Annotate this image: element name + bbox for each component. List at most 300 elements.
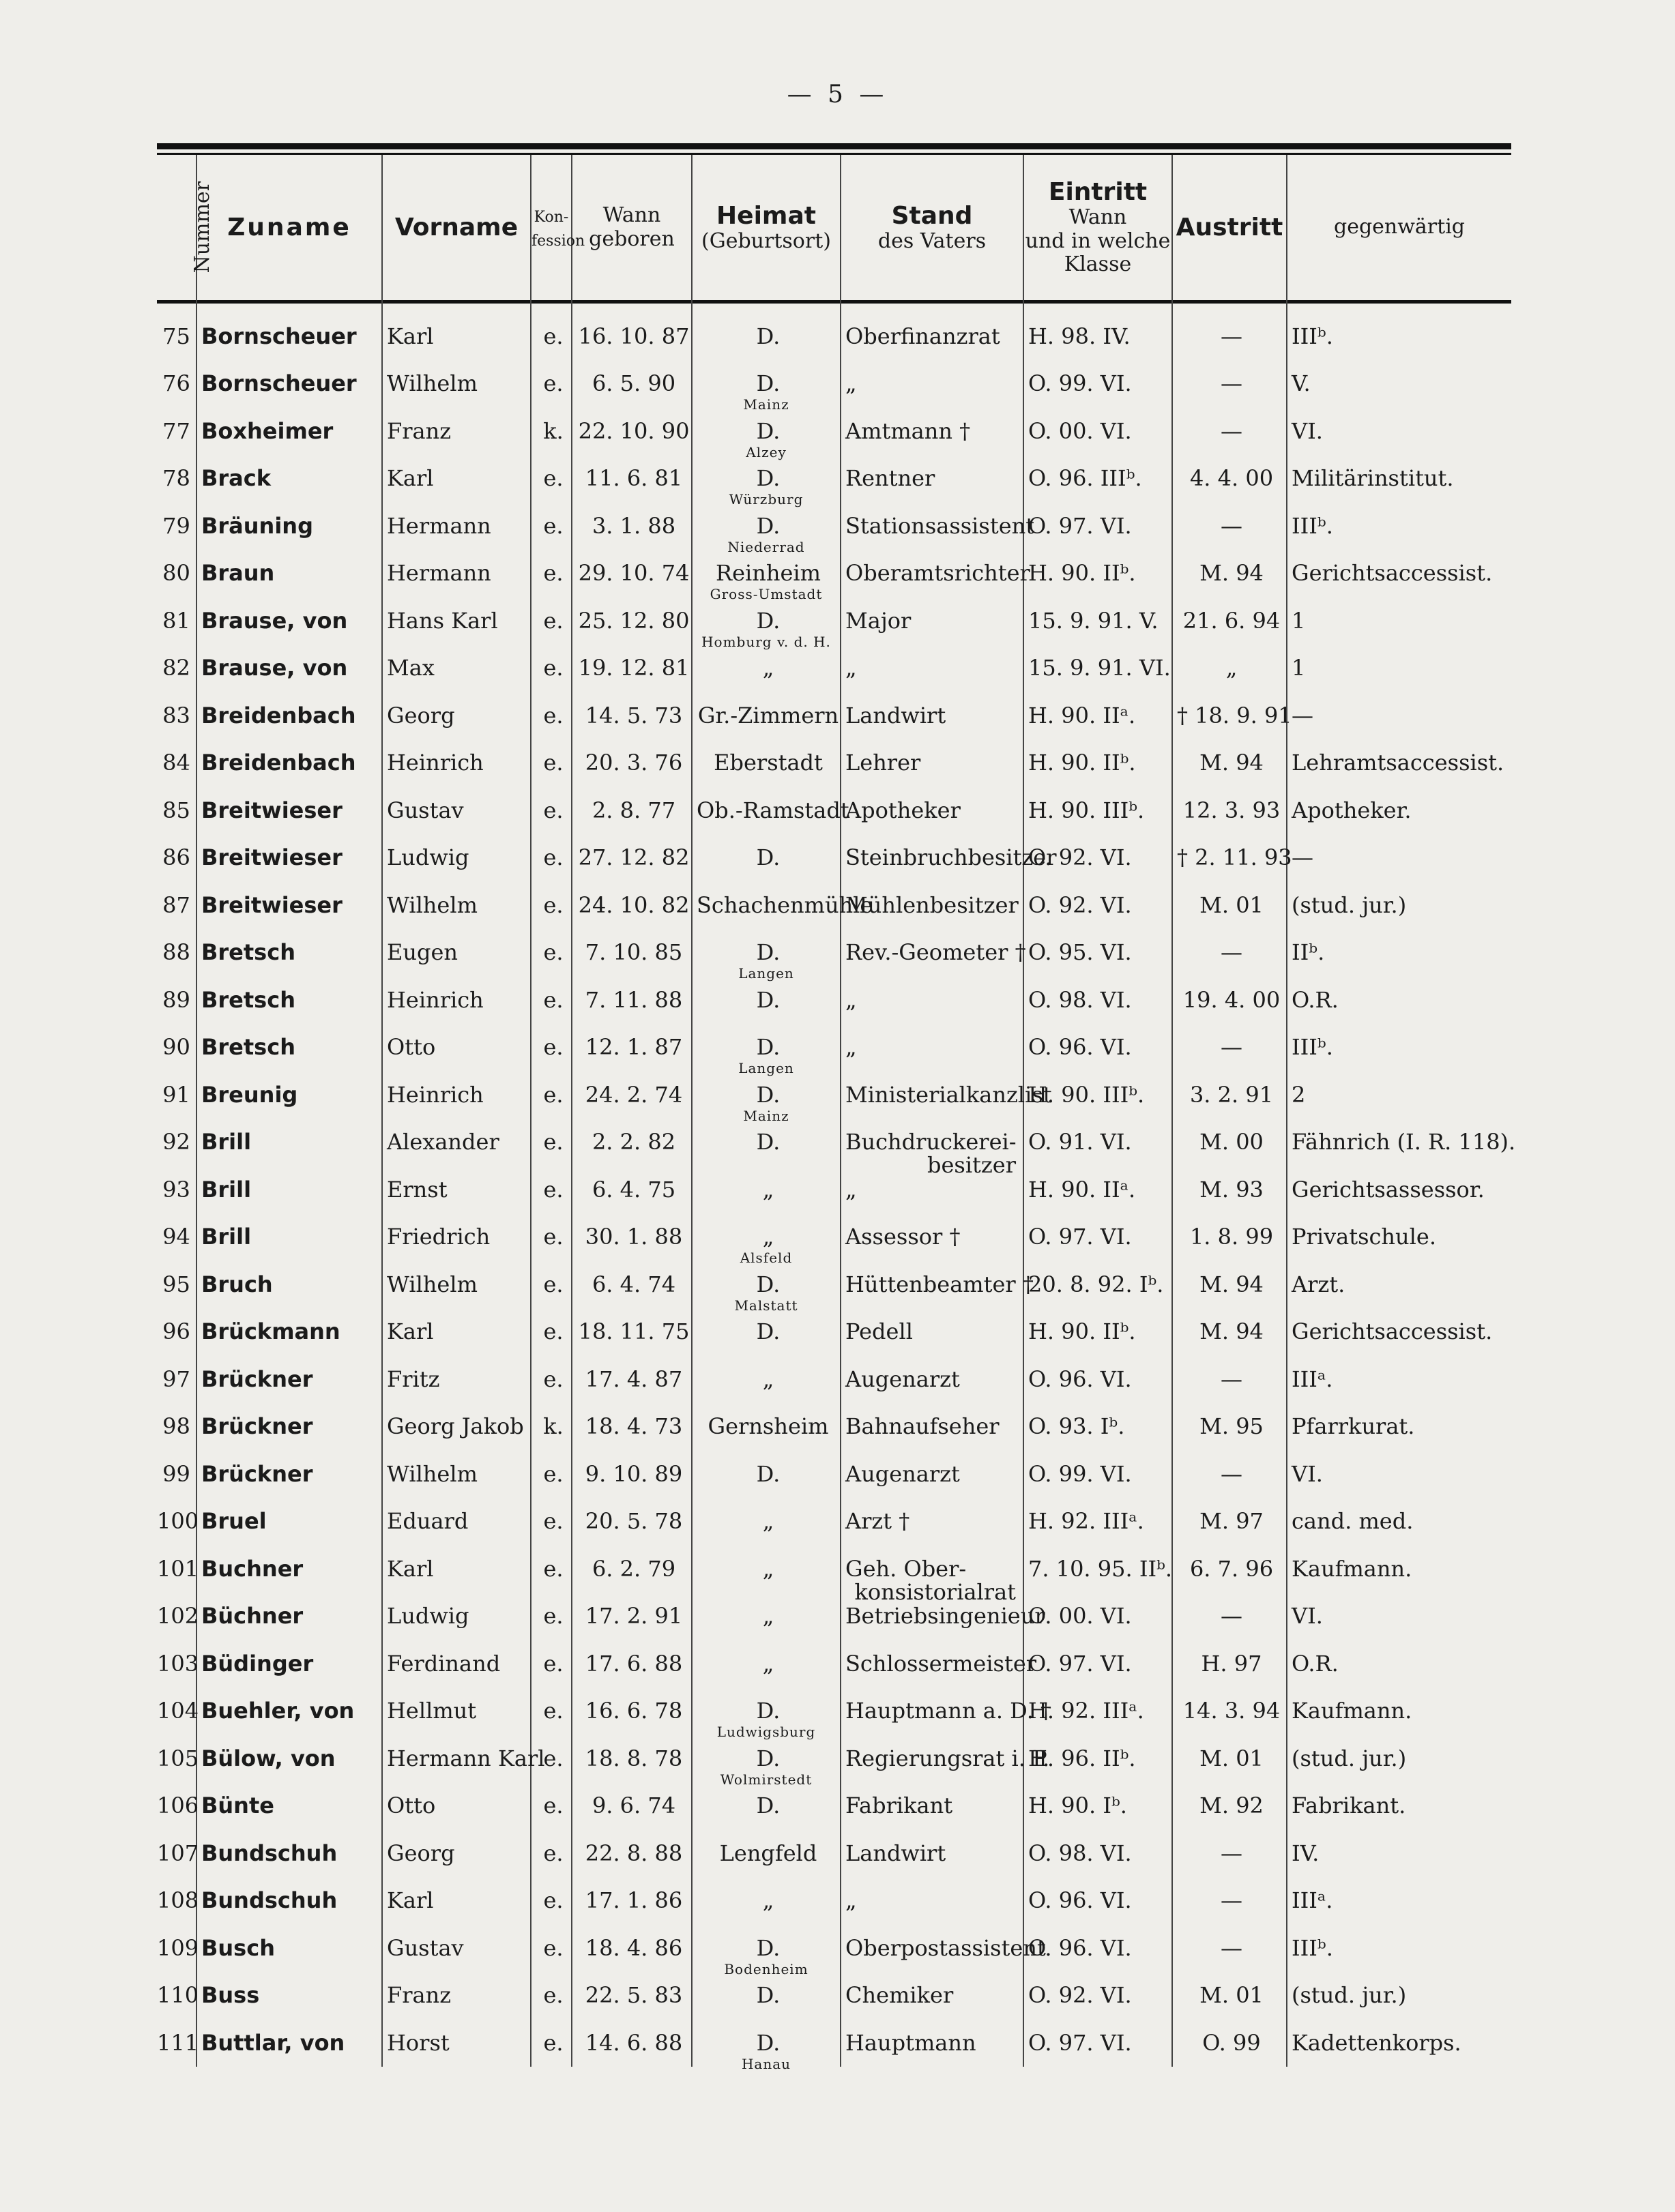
austritt-cell: —	[1172, 1877, 1287, 1925]
table-row	[157, 1403, 1511, 1451]
zuname-cell: Brill	[196, 1119, 382, 1166]
konfession-cell: e.	[531, 1735, 572, 1782]
zuname-cell: Bülow, von	[196, 1735, 382, 1782]
konfession-cell: e.	[531, 597, 572, 645]
vorname-cell: Wilhelm	[382, 1260, 531, 1308]
konfession-cell: e.	[531, 1545, 572, 1593]
vorname-cell: Max	[382, 645, 531, 692]
zuname-cell: Brückner	[196, 1450, 382, 1498]
table-row	[157, 502, 1511, 550]
austritt-cell: —	[1172, 1024, 1287, 1072]
geboren-cell: 30. 1. 88	[572, 1213, 692, 1261]
konfession-cell: e.	[531, 1640, 572, 1687]
geboren-cell: 16. 6. 78	[572, 1687, 692, 1735]
zuname-cell: Bundschuh	[196, 1877, 382, 1925]
konfession-cell: e.	[531, 1498, 572, 1546]
austritt-cell: —	[1172, 1593, 1287, 1640]
col-konfession: Kon- fession	[531, 155, 572, 300]
eintritt-cell: O. 96. VI.	[1023, 1355, 1172, 1403]
gegenwaertig-cell: IIIᵇ.	[1287, 1924, 1511, 1972]
nummer-cell: 77	[162, 417, 190, 444]
heimat-subtext: Homburg v. d. H.	[701, 633, 831, 650]
austritt-cell: —	[1172, 1924, 1287, 1972]
heimat-subtext: Malstatt	[734, 1297, 798, 1314]
gegenwaertig-cell: —	[1287, 692, 1511, 739]
nummer-cell: 89	[162, 986, 190, 1013]
col-austritt: Austritt	[1172, 155, 1287, 300]
geboren-cell: 6. 4. 75	[572, 1166, 692, 1213]
austritt-cell: —	[1172, 1355, 1287, 1403]
heimat-cell: „ Alsfeld	[692, 1213, 841, 1261]
stand-cell: „	[841, 645, 1023, 692]
table-row	[157, 2019, 1511, 2067]
heimat-cell: D.	[692, 1308, 841, 1356]
table-row	[157, 881, 1511, 929]
zuname-cell: Boxheimer	[196, 407, 382, 455]
geboren-cell: 6. 2. 79	[572, 1545, 692, 1593]
heimat-subtext: Gross-Umstadt	[710, 586, 823, 602]
vorname-cell: Fritz	[382, 1355, 531, 1403]
nummer-cell: 111	[157, 2029, 199, 2056]
konfession-cell: e.	[531, 739, 572, 787]
austritt-cell: M. 93	[1172, 1166, 1287, 1213]
stand-cell: Chemiker	[841, 1972, 1023, 2020]
table-row	[157, 1829, 1511, 1877]
eintritt-cell: O. 99. VI.	[1023, 360, 1172, 408]
col-nummer: Nummer	[190, 181, 215, 274]
nummer-cell: 107	[157, 1840, 199, 1866]
konfession-cell: e.	[531, 2019, 572, 2067]
gegenwaertig-cell: O.R.	[1287, 976, 1511, 1024]
nummer-cell: 94	[162, 1224, 190, 1250]
geboren-cell: 6. 4. 74	[572, 1260, 692, 1308]
vorname-cell: Friedrich	[382, 1213, 531, 1261]
konfession-cell: k.	[531, 1403, 572, 1451]
zuname-cell: Brückmann	[196, 1308, 382, 1356]
table-row	[157, 1166, 1511, 1213]
table-row	[157, 1071, 1511, 1119]
gegenwaertig-cell: Kaufmann.	[1287, 1545, 1511, 1593]
eintritt-cell: H. 90. IIIᵇ.	[1023, 786, 1172, 834]
nummer-cell: 110	[157, 1982, 199, 2009]
table-row	[157, 976, 1511, 1024]
vorname-cell: Ferdinand	[382, 1640, 531, 1687]
nummer-cell: 104	[157, 1698, 199, 1724]
heimat-cell: D.	[692, 1782, 841, 1830]
geboren-cell: 9. 10. 89	[572, 1450, 692, 1498]
geboren-cell: 17. 2. 91	[572, 1593, 692, 1640]
table-row	[157, 1782, 1511, 1830]
eintritt-cell: O. 92. VI.	[1023, 1972, 1172, 2020]
vorname-cell: Georg Jakob	[382, 1403, 531, 1451]
austritt-cell: M. 95	[1172, 1403, 1287, 1451]
austritt-cell: M. 01	[1172, 1972, 1287, 2020]
vorname-cell: Ernst	[382, 1166, 531, 1213]
konfession-cell: k.	[531, 407, 572, 455]
austritt-cell: —	[1172, 407, 1287, 455]
nummer-cell: 90	[162, 1034, 190, 1061]
gegenwaertig-cell: IIIᵃ.	[1287, 1355, 1511, 1403]
geboren-cell: 9. 6. 74	[572, 1782, 692, 1830]
table-row	[157, 1687, 1511, 1735]
heimat-subtext: Langen	[738, 965, 794, 982]
stand-cell: Arzt †	[841, 1498, 1023, 1546]
heimat-cell: D. Hanau	[692, 2019, 841, 2067]
stand-cell: Betriebsingenieur	[841, 1593, 1023, 1640]
konfession-cell: e.	[531, 300, 572, 360]
eintritt-cell: O. 98. VI.	[1023, 1829, 1172, 1877]
stand-continuation: besitzer	[927, 1152, 1016, 1178]
heimat-cell: D. Homburg v. d. H.	[692, 597, 841, 645]
stand-cell: Landwirt	[841, 1829, 1023, 1877]
vorname-cell: Karl	[382, 300, 531, 360]
eintritt-cell: O. 97. VI.	[1023, 1640, 1172, 1687]
gegenwaertig-cell: IIIᵇ.	[1287, 1024, 1511, 1072]
gegenwaertig-cell: (stud. jur.)	[1287, 1735, 1511, 1782]
geboren-cell: 2. 8. 77	[572, 786, 692, 834]
konfession-cell: e.	[531, 1166, 572, 1213]
col-heimat: Heimat (Geburtsort)	[692, 155, 841, 300]
austritt-cell: M. 01	[1172, 1735, 1287, 1782]
konfession-cell: e.	[531, 692, 572, 739]
geboren-cell: 3. 1. 88	[572, 502, 692, 550]
austritt-cell: 14. 3. 94	[1172, 1687, 1287, 1735]
vorname-cell: Ludwig	[382, 834, 531, 882]
nummer-cell: 106	[157, 1793, 199, 1819]
eintritt-cell: O. 97. VI.	[1023, 1213, 1172, 1261]
geboren-cell: 24. 2. 74	[572, 1071, 692, 1119]
table-row	[157, 1260, 1511, 1308]
geboren-cell: 20. 3. 76	[572, 739, 692, 787]
vorname-cell: Wilhelm	[382, 881, 531, 929]
stand-cell: Hauptmann	[841, 2019, 1023, 2067]
nummer-cell: 91	[162, 1081, 190, 1108]
gegenwaertig-cell: VI.	[1287, 1593, 1511, 1640]
gegenwaertig-cell: 1	[1287, 645, 1511, 692]
table-row	[157, 739, 1511, 787]
table-row	[157, 1924, 1511, 1972]
eintritt-cell: O. 00. VI.	[1023, 407, 1172, 455]
zuname-cell: Breidenbach	[196, 692, 382, 739]
vorname-cell: Eduard	[382, 1498, 531, 1546]
heimat-subtext: Langen	[738, 1060, 794, 1076]
austritt-cell: M. 94	[1172, 1308, 1287, 1356]
heimat-subtext: Würzburg	[729, 491, 804, 507]
zuname-cell: Bruel	[196, 1498, 382, 1546]
col-gegenwaertig: gegenwärtig	[1287, 155, 1511, 300]
stand-cell: Apotheker	[841, 786, 1023, 834]
vorname-cell: Otto	[382, 1024, 531, 1072]
table-row	[157, 645, 1511, 692]
heimat-cell: „	[692, 1498, 841, 1546]
vorname-cell: Karl	[382, 1308, 531, 1356]
geboren-cell: 19. 12. 81	[572, 645, 692, 692]
geboren-cell: 17. 1. 86	[572, 1877, 692, 1925]
konfession-cell: e.	[531, 550, 572, 598]
table-row	[157, 455, 1511, 503]
eintritt-cell: H. 90. IIᵃ.	[1023, 692, 1172, 739]
gegenwaertig-cell: 2	[1287, 1071, 1511, 1119]
vorname-cell: Alexander	[382, 1119, 531, 1166]
heimat-subtext: Ludwigsburg	[716, 1724, 816, 1740]
konfession-cell: e.	[531, 881, 572, 929]
eintritt-cell: 15. 9. 91. VI.	[1023, 645, 1172, 692]
austritt-cell: 21. 6. 94	[1172, 597, 1287, 645]
geboren-cell: 18. 11. 75	[572, 1308, 692, 1356]
konfession-cell: e.	[531, 834, 572, 882]
gegenwaertig-cell: Kaufmann.	[1287, 1687, 1511, 1735]
eintritt-cell: O. 97. VI.	[1023, 502, 1172, 550]
zuname-cell: Buttlar, von	[196, 2019, 382, 2067]
heimat-subtext: Bodenheim	[724, 1960, 809, 1977]
austritt-cell: M. 01	[1172, 881, 1287, 929]
nummer-cell: 96	[162, 1318, 190, 1345]
geboren-cell: 2. 2. 82	[572, 1119, 692, 1166]
col-geboren: Wann geboren	[572, 155, 692, 300]
konfession-cell: e.	[531, 1213, 572, 1261]
austritt-cell: H. 97	[1172, 1640, 1287, 1687]
zuname-cell: Büdinger	[196, 1640, 382, 1687]
stand-cell: Rev.-Geometer †	[841, 929, 1023, 977]
nummer-cell: 78	[162, 465, 190, 492]
eintritt-cell: H. 90. IIᵇ.	[1023, 550, 1172, 598]
stand-cell: Pedell	[841, 1308, 1023, 1356]
zuname-cell: Buchner	[196, 1545, 382, 1593]
stand-cell: Amtmann †	[841, 407, 1023, 455]
zuname-cell: Bornscheuer	[196, 360, 382, 408]
col-zuname: Zuname	[196, 155, 382, 300]
vorname-cell: Franz	[382, 1972, 531, 2020]
gegenwaertig-cell: IV.	[1287, 1829, 1511, 1877]
konfession-cell: e.	[531, 360, 572, 408]
heimat-cell: D. Bodenheim	[692, 1924, 841, 1972]
gegenwaertig-cell: 1	[1287, 597, 1511, 645]
gegenwaertig-cell: O.R.	[1287, 1640, 1511, 1687]
eintritt-cell: O. 91. VI.	[1023, 1119, 1172, 1166]
vorname-cell: Gustav	[382, 1924, 531, 1972]
heimat-cell: D. Langen	[692, 929, 841, 977]
top-rule-thick	[157, 143, 1511, 149]
zuname-cell: Bretsch	[196, 976, 382, 1024]
gegenwaertig-cell: IIIᵇ.	[1287, 502, 1511, 550]
geboren-cell: 16. 10. 87	[572, 300, 692, 360]
eintritt-cell: H. 90. Iᵇ.	[1023, 1782, 1172, 1830]
nummer-cell: 95	[162, 1271, 190, 1297]
vorname-cell: Karl	[382, 1877, 531, 1925]
heimat-subtext: Mainz	[743, 396, 789, 413]
austritt-cell: 4. 4. 00	[1172, 455, 1287, 503]
stand-cell: Regierungsrat i. P.	[841, 1735, 1023, 1782]
nummer-cell: 87	[162, 891, 190, 918]
stand-cell: Augenarzt	[841, 1450, 1023, 1498]
zuname-cell: Breunig	[196, 1071, 382, 1119]
heimat-cell: D. Mainz	[692, 1071, 841, 1119]
geboren-cell: 14. 5. 73	[572, 692, 692, 739]
table-row	[157, 834, 1511, 882]
konfession-cell: e.	[531, 1024, 572, 1072]
table-row	[157, 1972, 1511, 2020]
heimat-cell: D.	[692, 300, 841, 360]
vorname-cell: Georg	[382, 1829, 531, 1877]
stand-cell: „	[841, 1024, 1023, 1072]
table-row	[157, 597, 1511, 645]
konfession-cell: e.	[531, 1972, 572, 2020]
table-row	[157, 1119, 1511, 1166]
table-row	[157, 1735, 1511, 1782]
eintritt-cell: O. 98. VI.	[1023, 976, 1172, 1024]
eintritt-cell: 20. 8. 92. Iᵇ.	[1023, 1260, 1172, 1308]
geboren-cell: 17. 6. 88	[572, 1640, 692, 1687]
geboren-cell: 25. 12. 80	[572, 597, 692, 645]
stand-cell: Rentner	[841, 455, 1023, 503]
eintritt-cell: H. 98. IV.	[1023, 300, 1172, 360]
stand-cell: Oberpostassistent	[841, 1924, 1023, 1972]
student-register-table	[157, 155, 1516, 2072]
zuname-cell: Bräuning	[196, 502, 382, 550]
stand-cell: Hauptmann a. D. †	[841, 1687, 1023, 1735]
geboren-cell: 17. 4. 87	[572, 1355, 692, 1403]
table-row	[157, 1593, 1511, 1640]
gegenwaertig-cell: VI.	[1287, 1450, 1511, 1498]
gegenwaertig-cell: IIᵇ.	[1287, 929, 1511, 977]
zuname-cell: Buss	[196, 1972, 382, 2020]
austritt-cell: „	[1172, 645, 1287, 692]
table-row	[157, 1877, 1511, 1925]
heimat-cell: Ob.-Ramstadt	[692, 786, 841, 834]
eintritt-cell: O. 93. Iᵇ.	[1023, 1403, 1172, 1451]
heimat-cell: D. Langen	[692, 1024, 841, 1072]
nummer-cell: 108	[157, 1887, 199, 1914]
vorname-cell: Wilhelm	[382, 360, 531, 408]
table-row	[157, 692, 1511, 739]
konfession-cell: e.	[531, 645, 572, 692]
heimat-cell: „	[692, 1640, 841, 1687]
heimat-cell: D. Niederrad	[692, 502, 841, 550]
austritt-cell: M. 92	[1172, 1782, 1287, 1830]
geboren-cell: 18. 4. 73	[572, 1403, 692, 1451]
nummer-cell: 99	[162, 1460, 190, 1487]
zuname-cell: Brückner	[196, 1355, 382, 1403]
gegenwaertig-cell: (stud. jur.)	[1287, 1972, 1511, 2020]
stand-cell: Oberamtsrichter	[841, 550, 1023, 598]
konfession-cell: e.	[531, 1308, 572, 1356]
stand-cell: „	[841, 1877, 1023, 1925]
geboren-cell: 11. 6. 81	[572, 455, 692, 503]
stand-cell: Landwirt	[841, 692, 1023, 739]
nummer-cell: 102	[157, 1603, 199, 1629]
geboren-cell: 14. 6. 88	[572, 2019, 692, 2067]
eintritt-cell: H. 90. IIIᵇ.	[1023, 1071, 1172, 1119]
nummer-cell: 86	[162, 844, 190, 871]
konfession-cell: e.	[531, 1782, 572, 1830]
austritt-cell: 19. 4. 00	[1172, 976, 1287, 1024]
col-stand: Stand des Vaters	[841, 155, 1023, 300]
austritt-cell: M. 94	[1172, 1260, 1287, 1308]
table-row	[157, 1640, 1511, 1687]
stand-cell: Steinbruchbesitzer	[841, 834, 1023, 882]
austritt-cell: 3. 2. 91	[1172, 1071, 1287, 1119]
konfession-cell: e.	[531, 1924, 572, 1972]
eintritt-cell: H. 90. IIᵇ.	[1023, 1308, 1172, 1356]
zuname-cell: Bünte	[196, 1782, 382, 1830]
konfession-cell: e.	[531, 1119, 572, 1166]
eintritt-cell: O. 96. VI.	[1023, 1024, 1172, 1072]
heimat-cell: „	[692, 1593, 841, 1640]
stand-cell: Lehrer	[841, 739, 1023, 787]
geboren-cell: 24. 10. 82	[572, 881, 692, 929]
konfession-cell: e.	[531, 786, 572, 834]
gegenwaertig-cell: IIIᵇ.	[1287, 300, 1511, 360]
eintritt-cell: O. 95. VI.	[1023, 929, 1172, 977]
heimat-cell: Eberstadt	[692, 739, 841, 787]
heimat-cell: D.	[692, 834, 841, 882]
gegenwaertig-cell: Privatschule.	[1287, 1213, 1511, 1261]
zuname-cell: Brause, von	[196, 597, 382, 645]
zuname-cell: Busch	[196, 1924, 382, 1972]
heimat-cell: D.	[692, 1119, 841, 1166]
stand-cell: „	[841, 1166, 1023, 1213]
heimat-cell: „	[692, 1877, 841, 1925]
austritt-cell: —	[1172, 300, 1287, 360]
vorname-cell: Karl	[382, 455, 531, 503]
vorname-cell: Heinrich	[382, 739, 531, 787]
vorname-cell: Horst	[382, 2019, 531, 2067]
austritt-cell: —	[1172, 929, 1287, 977]
geboren-cell: 12. 1. 87	[572, 1024, 692, 1072]
vorname-cell: Eugen	[382, 929, 531, 977]
vorname-cell: Hans Karl	[382, 597, 531, 645]
nummer-cell: 105	[157, 1745, 199, 1771]
eintritt-cell: O. 00. VI.	[1023, 1593, 1172, 1640]
gegenwaertig-cell: VI.	[1287, 407, 1511, 455]
gegenwaertig-cell: Lehramtsaccessist.	[1287, 739, 1511, 787]
table-row	[157, 1024, 1511, 1072]
table-row	[157, 929, 1511, 977]
stand-cell: „	[841, 976, 1023, 1024]
austritt-cell: —	[1172, 1450, 1287, 1498]
eintritt-cell: O. 92. VI.	[1023, 834, 1172, 882]
table-row	[157, 1498, 1511, 1546]
austritt-cell: 6. 7. 96	[1172, 1545, 1287, 1593]
heimat-cell: D. Ludwigsburg	[692, 1687, 841, 1735]
geboren-cell: 6. 5. 90	[572, 360, 692, 408]
austritt-cell: M. 97	[1172, 1498, 1287, 1546]
heimat-cell: Reinheim Gross-Umstadt	[692, 550, 841, 598]
stand-cell: Ministerialkanzlist	[841, 1071, 1023, 1119]
zuname-cell: Bornscheuer	[196, 300, 382, 360]
heimat-subtext: Alsfeld	[740, 1250, 793, 1266]
eintritt-cell: O. 96. IIIᵇ.	[1023, 455, 1172, 503]
eintritt-cell: H. 90. IIᵇ.	[1023, 739, 1172, 787]
nummer-cell: 82	[162, 655, 190, 681]
austritt-cell: † 2. 11. 93	[1172, 834, 1287, 882]
vorname-cell: Hermann Karl	[382, 1735, 531, 1782]
vorname-cell: Heinrich	[382, 976, 531, 1024]
gegenwaertig-cell: IIIᵃ.	[1287, 1877, 1511, 1925]
zuname-cell: Brill	[196, 1166, 382, 1213]
gegenwaertig-cell: V.	[1287, 360, 1511, 408]
geboren-cell: 18. 4. 86	[572, 1924, 692, 1972]
zuname-cell: Breidenbach	[196, 739, 382, 787]
gegenwaertig-cell: Fabrikant.	[1287, 1782, 1511, 1830]
nummer-cell: 83	[162, 702, 190, 728]
stand-cell: Mühlenbesitzer	[841, 881, 1023, 929]
eintritt-cell: O. 96. VI.	[1023, 1877, 1172, 1925]
austritt-cell: M. 94	[1172, 739, 1287, 787]
vorname-cell: Hellmut	[382, 1687, 531, 1735]
geboren-cell: 22. 5. 83	[572, 1972, 692, 2020]
table-row	[157, 1213, 1511, 1261]
